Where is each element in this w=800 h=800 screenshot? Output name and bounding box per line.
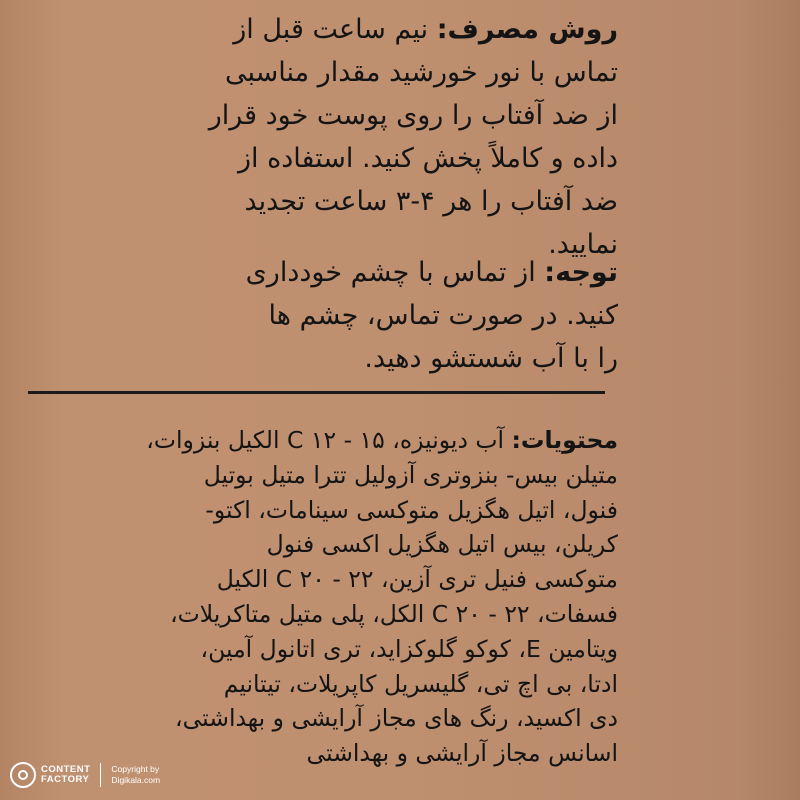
logo-line-1: CONTENT [41, 764, 91, 775]
content-factory-icon [10, 762, 36, 788]
notice-line-3: را با آب شستشو دهید. [364, 343, 618, 374]
usage-instructions [28, 8, 618, 266]
usage-line-1: روش مصرف: نیم ساعت قبل از [233, 14, 618, 45]
notice-heading: توجه: [544, 257, 618, 288]
ingredients-line-2: متیلن بیس- بنزوتری آزولیل تترا متیل بوتیل [203, 460, 618, 489]
ingredients-line-1: محتویات: آب دیونیزه، ۱۵ - ۱۲ C الکیل بنزوات، [146, 426, 618, 454]
caution-notice [28, 251, 618, 380]
section-divider [28, 391, 605, 394]
ingredients-line-7: ویتامین E، کوکو گلوکزاید، تری اتانول آمین، [200, 634, 618, 663]
usage-line-6: نمایید. [548, 229, 618, 260]
usage-line-5: ضد آفتاب را هر ۴-۳ ساعت تجدید [244, 186, 618, 217]
content-factory-logo [10, 762, 90, 788]
watermark [10, 762, 160, 788]
watermark-divider [100, 763, 101, 787]
ingredients-list [28, 423, 618, 771]
ingredients-line-9: دی اکسید، رنگ های مجاز آرایشی و بهداشتی، [174, 704, 618, 733]
ingredients-line-3: فنول، اتیل هگزیل متوکسی سینامات، اکتو- [205, 495, 618, 524]
logo-line-2: FACTORY [41, 774, 90, 785]
usage-heading: روش مصرف: [436, 14, 618, 45]
ingredients-line-8: ادتا، بی اچ تی، گلیسریل کاپریلات، تیتانیم [223, 669, 618, 698]
usage-line-4: داده و کاملاً پخش کنید. استفاده از [237, 143, 618, 174]
ingredients-heading: محتویات: [511, 426, 618, 454]
ingredients-line-10: اسانس مجاز آرایشی و بهداشتی [306, 739, 618, 768]
copyright-notice [111, 764, 160, 786]
notice-line-2: کنید. در صورت تماس، چشم ها [268, 300, 618, 331]
copyright-line-2: Digikala.com [111, 775, 161, 785]
ingredients-line-5: متوکسی فنیل تری آزین، ۲۲ - ۲۰ C الکیل [216, 565, 618, 594]
copyright-line-1: Copyright by [111, 764, 160, 774]
ingredients-line-4: کریلن، بیس اتیل هگزیل اکسی فنول [266, 530, 618, 559]
notice-line-1: توجه: از تماس با چشم خودداری [245, 257, 618, 288]
ingredients-line-6: فسفات، ۲۲ - ۲۰ C الکل، پلی متیل متاکریلات، [170, 599, 618, 628]
usage-line-3: از ضد آفتاب را روی پوست خود قرار [208, 100, 618, 131]
usage-line-2: تماس با نور خورشید مقدار مناسبی [224, 57, 618, 88]
